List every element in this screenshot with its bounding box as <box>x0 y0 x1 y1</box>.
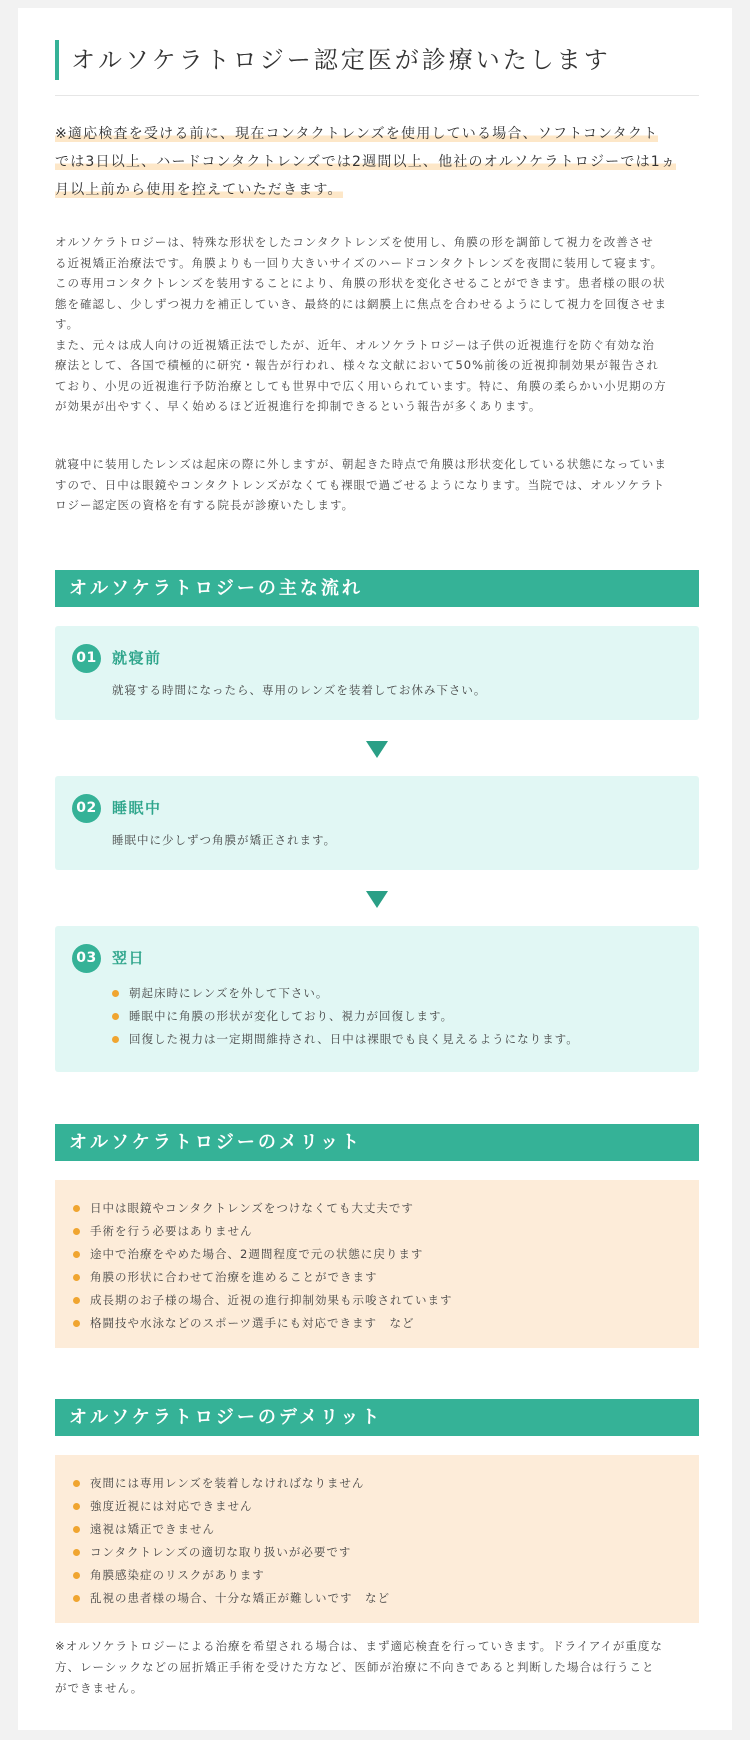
intro-paragraph-1 <box>55 232 699 417</box>
step-number-badge: 02 <box>72 794 101 823</box>
step-number-badge: 01 <box>72 644 101 673</box>
flow-arrow-down-icon <box>366 741 388 758</box>
page-title <box>55 40 699 96</box>
notice-line: では3日以上、ハードコンタクトレンズでは2週間以上、他社のオルソケラトロジーでは1ヵ <box>55 154 677 170</box>
flow-heading: オルソケラトロジーの主な流れ <box>55 570 699 607</box>
text-line: 方、レーシックなどの屈折矯正手術を受けた方など、医師が治療に不向きであると判断した場合は行うこと <box>55 1660 655 1674</box>
text-line: ができません。 <box>55 1681 144 1695</box>
list-item: 回復した視力は一定期間維持され、日中は裸眼でも良く見えるようになります。 <box>112 1028 579 1051</box>
flow-step-1 <box>55 626 699 720</box>
list-item: 乱視の患者様の場合、十分な矯正が難しいです など <box>73 1587 390 1610</box>
intro-paragraph-2 <box>55 454 699 516</box>
list-item: 成長期のお子様の場合、近視の進行抑制効果も示唆されています <box>73 1289 453 1312</box>
step-title: 睡眠中 <box>112 799 162 817</box>
text-line: 就寝中に装用したレンズは起床の際に外しますが、朝起きた時点で角膜は形状変化している状態になっていま <box>55 457 667 471</box>
list-item: 格闘技や水泳などのスポーツ選手にも対応できます など <box>73 1312 453 1335</box>
text-line: オルソケラトロジーは、特殊な形状をしたコンタクトレンズを使用し、角膜の形を調節して視力を改善させ <box>55 235 654 249</box>
step-title: 就寝前 <box>112 649 162 667</box>
demerits-box <box>55 1455 699 1623</box>
page <box>18 8 732 1730</box>
list-item: コンタクトレンズの適切な取り扱いが必要です <box>73 1541 390 1564</box>
text-line: る近視矯正治療法です。角膜よりも一回り大きいサイズのハードコンタクトレンズを夜間に装用して寝ます。 <box>55 255 664 270</box>
list-item: 睡眠中に角膜の形状が変化しており、視力が回復します。 <box>112 1005 579 1028</box>
text-line: また、元々は成人向けの近視矯正法でしたが、近年、オルソケラトロジーは子供の近視進行を防ぐ有効な治 <box>55 337 655 352</box>
list-item: 途中で治療をやめた場合、2週間程度で元の状態に戻ります <box>73 1243 453 1266</box>
notice-line: 月以上前から使用を控えていただきます。 <box>55 182 343 198</box>
text-line: が効果が出やすく、早く始めるほど近視進行を抑制できるという報告が多くあります。 <box>55 399 542 413</box>
step-bullet-list <box>112 982 579 1051</box>
text-line: この専用コンタクトレンズを装用することにより、角膜の形状を変化させることができます。患者様の眼の状 <box>55 276 666 290</box>
flow-step-3 <box>55 926 699 1072</box>
list-item: 日中は眼鏡やコンタクトレンズをつけなくても大丈夫です <box>73 1197 453 1220</box>
text-line: 態を確認し、少しずつ視力を補正していき、最終的には網膜上に焦点を合わせるようにして視力を回復させま <box>55 296 668 311</box>
title-accent-bar <box>55 40 59 80</box>
notice-text <box>55 120 699 204</box>
list-item: 夜間には専用レンズを装着しなければなりません <box>73 1472 390 1495</box>
text-line: すので、日中は眼鏡やコンタクトレンズがなくても裸眼で過ごせるようになります。当院では、オルソケラト <box>55 477 666 492</box>
text-line: ロジー認定医の資格を有する院長が診療いたします。 <box>55 498 355 512</box>
page-title-text: オルソケラトロジー認定医が診療いたします <box>71 46 611 74</box>
list-item: 朝起床時にレンズを外して下さい。 <box>112 982 579 1005</box>
footnote <box>55 1636 699 1699</box>
list-item: 強度近視には対応できません <box>73 1495 390 1518</box>
flow-arrow-down-icon <box>366 891 388 908</box>
notice-line: ※適応検査を受ける前に、現在コンタクトレンズを使用している場合、ソフトコンタクト <box>55 126 659 142</box>
text-line: ※オルソケラトロジーによる治療を希望される場合は、まず適応検査を行っていきます。ドライアイが重度な <box>55 1639 663 1653</box>
step-title: 翌日 <box>112 949 146 967</box>
flow-step-2 <box>55 776 699 870</box>
merits-heading: オルソケラトロジーのメリット <box>55 1124 699 1161</box>
text-line: ており、小児の近視進行予防治療としても世界中で広く用いられています。特に、角膜の柔らかい小児期の方 <box>55 378 667 393</box>
list-item: 角膜の形状に合わせて治療を進めることができます <box>73 1266 453 1289</box>
step-description: 就寝する時間になったら、専用のレンズを装着してお休み下さい。 <box>112 683 487 697</box>
list-item: 遠視は矯正できません <box>73 1518 390 1541</box>
text-line: す。 <box>55 317 80 331</box>
merits-list <box>73 1197 453 1335</box>
demerits-heading: オルソケラトロジーのデメリット <box>55 1399 699 1436</box>
list-item: 手術を行う必要はありません <box>73 1220 453 1243</box>
step-number-badge: 03 <box>72 944 101 973</box>
merits-box <box>55 1180 699 1348</box>
demerits-list <box>73 1472 390 1610</box>
list-item: 角膜感染症のリスクがあります <box>73 1564 390 1587</box>
text-line: 療法として、各国で積極的に研究・報告が行われ、様々な文献において50%前後の近視抑制効果が報告され <box>55 358 660 372</box>
step-description: 睡眠中に少しずつ角膜が矯正されます。 <box>112 833 337 847</box>
